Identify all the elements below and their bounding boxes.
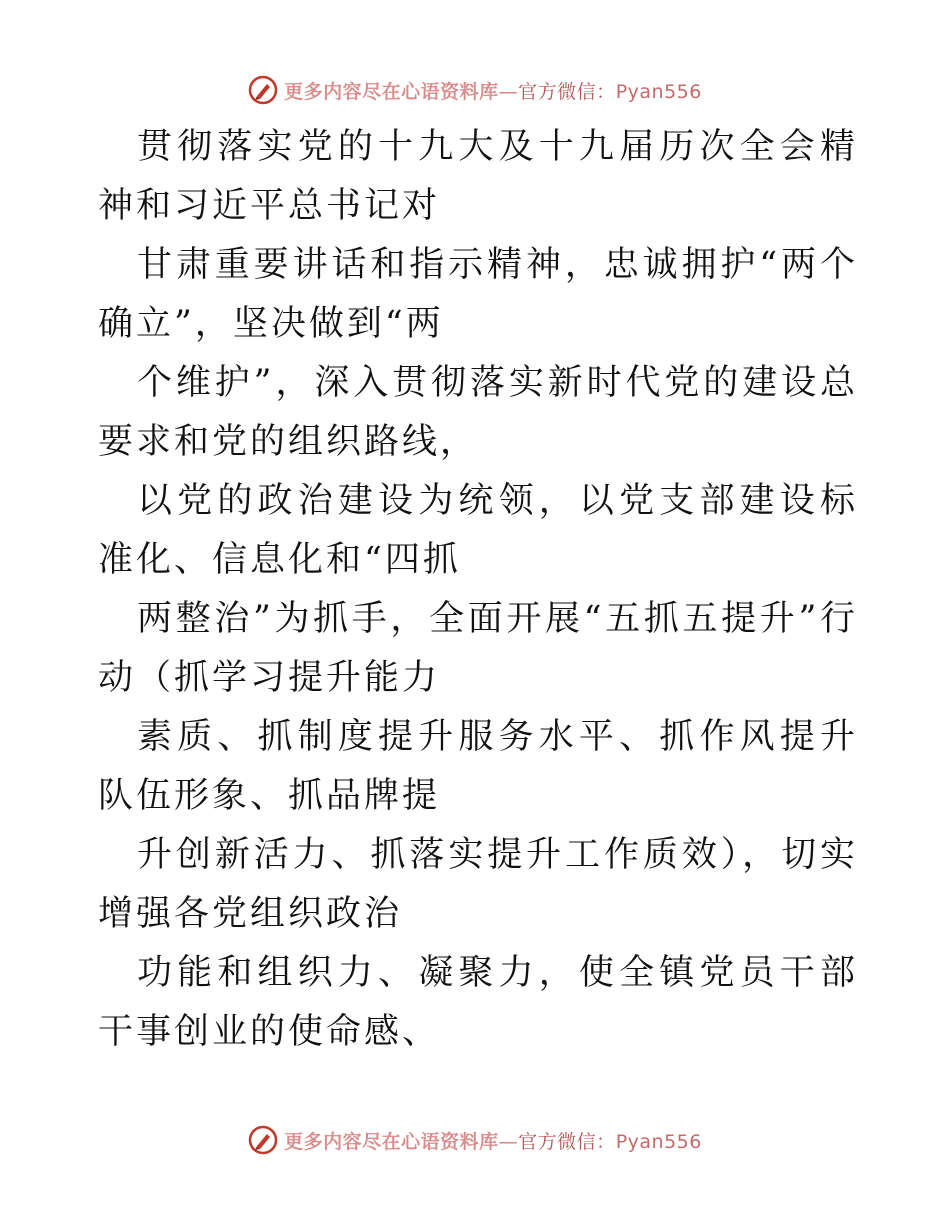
watermark-dash: —	[498, 1130, 519, 1153]
paragraph: 两整治”为抓手，全面开展“五抓五提升”行动（抓学习提升能力	[98, 599, 858, 698]
watermark-brand: 更多内容尽在心语资料库	[284, 1130, 499, 1153]
paragraph: 以党的政治建设为统领，以党支部建设标准化、信息化和“四抓	[98, 481, 858, 580]
watermark-official: 官方微信：	[518, 80, 616, 103]
watermark-official: 官方微信：	[518, 1130, 616, 1153]
watermark-text	[284, 1127, 702, 1154]
watermark-text	[284, 77, 702, 104]
watermark-dash: —	[498, 80, 519, 103]
document-body	[98, 118, 858, 1062]
header-watermark	[0, 72, 950, 108]
paragraph: 贯彻落实党的十九大及十九届历次全会精神和习近平总书记对	[98, 127, 858, 226]
pen-logo-icon	[248, 1125, 278, 1155]
watermark-wechat-id: Pyan556	[615, 1130, 702, 1153]
paragraph: 甘肃重要讲话和指示精神，忠诚拥护“两个确立”，坚决做到“两	[98, 245, 858, 344]
watermark-wechat-id: Pyan556	[615, 80, 702, 103]
paragraph: 素质、抓制度提升服务水平、抓作风提升队伍形象、抓品牌提	[98, 717, 858, 816]
footer-watermark	[0, 1122, 950, 1158]
pen-logo-icon	[248, 75, 278, 105]
paragraph: 功能和组织力、凝聚力，使全镇党员干部干事创业的使命感、	[98, 953, 858, 1052]
paragraph: 个维护”，深入贯彻落实新时代党的建设总要求和党的组织路线，	[98, 363, 858, 462]
paragraph: 升创新活力、抓落实提升工作质效），切实增强各党组织政治	[98, 835, 858, 934]
watermark-brand: 更多内容尽在心语资料库	[284, 80, 499, 103]
